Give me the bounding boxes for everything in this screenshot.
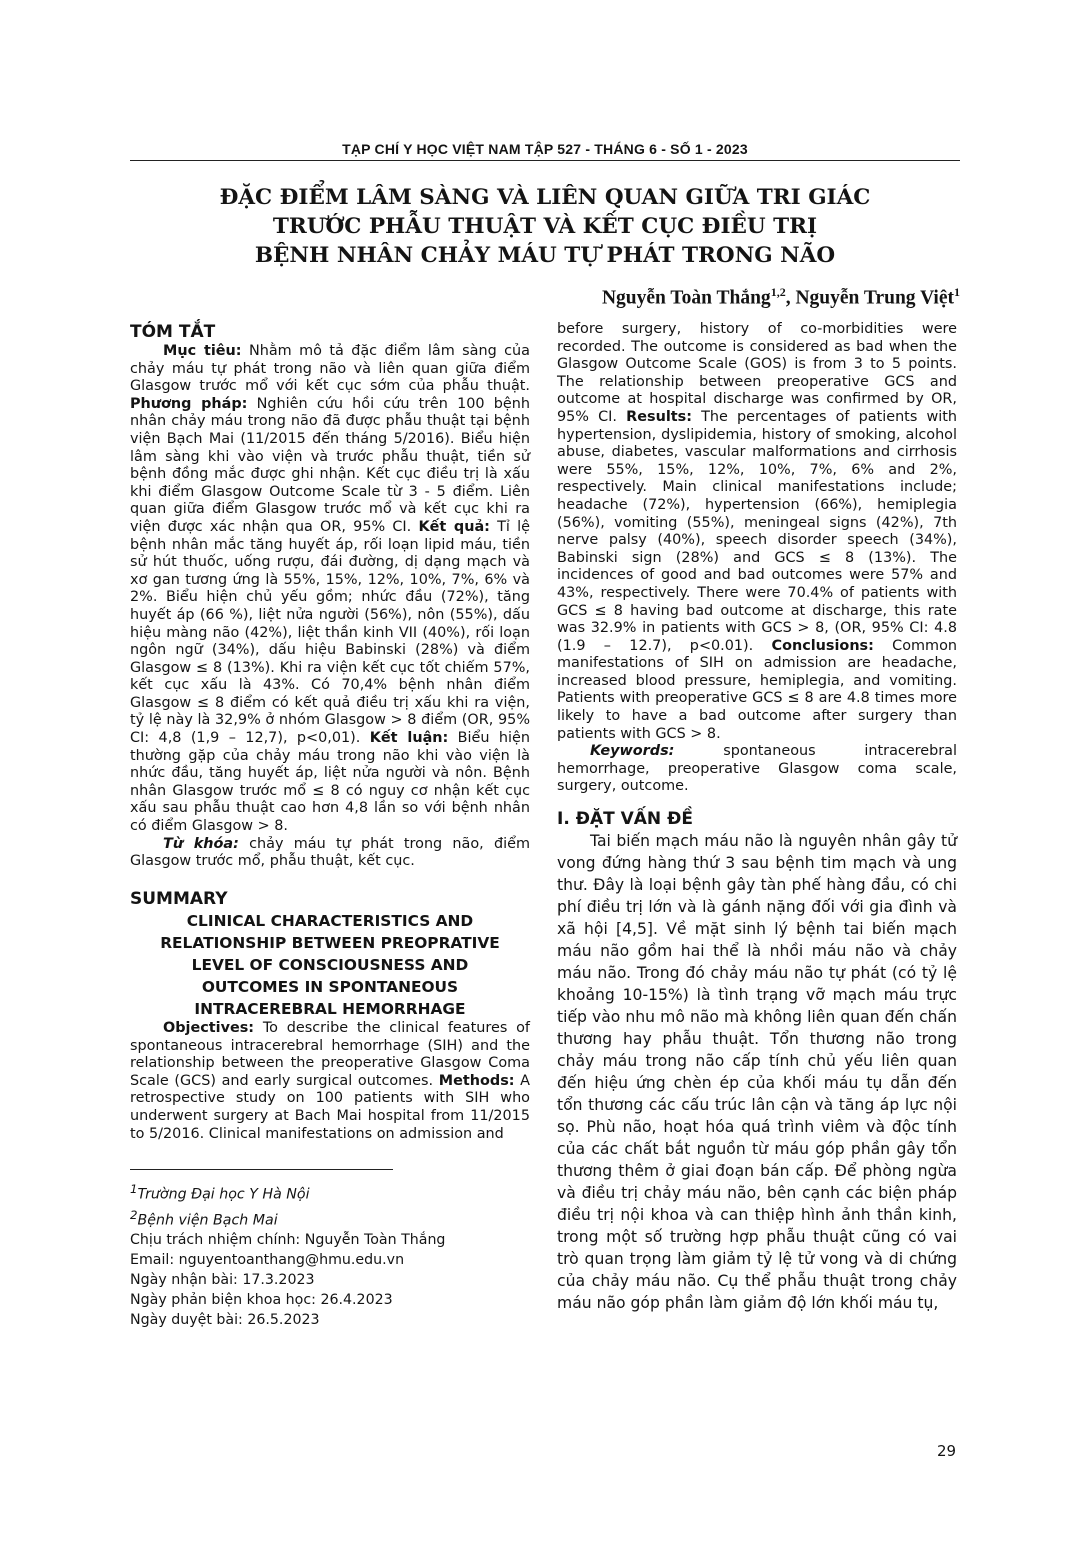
author-separator: , xyxy=(785,287,796,309)
summary-continued xyxy=(557,321,957,796)
corresponding-author: Chịu trách nhiệm chính: Nguyễn Toàn Thắng xyxy=(130,1232,446,1249)
author-list xyxy=(602,285,960,310)
abstract-text: Nghiên cứu hồi cứu trên 100 bệnh nhân chảy máu trong não đã được phẫu thuật tại bệnh viện Bạch Mai (11/2015 đến tháng 5/2016). Biểu hiện lâm sàng khi vào viện và trước phẫu thuật, tiền sử bệnh đồng mắc được ghi nhận. Kết cục điều trị là xấu khi điểm Glasgow Outcome Scale từ 3 - 5 điểm. Liên quan giữa điểm Glasgow trước mổ và kết cục khi ra viện được xác nhận qua OR, 95% CI. xyxy=(130,395,530,535)
section-heading-introduction: I. ĐẶT VẤN ĐỀ xyxy=(557,809,693,829)
affiliation-text: Bệnh viện Bạch Mai xyxy=(137,1212,278,1229)
label-muc-tieu: Mục tiêu: xyxy=(163,343,242,359)
label-methods: Methods: xyxy=(438,1072,515,1089)
title-line: BỆNH NHÂN CHẢY MÁU TỰ PHÁT TRONG NÃO xyxy=(254,243,836,268)
summary-text: To describe the clinical features of spontaneous intracerebral hemorrhage (SIH) and the relationship between the preoperative Glasgow Coma Scale (GCS) and early surgical outcomes. xyxy=(130,1020,530,1089)
author-name: Nguyễn Trung Việt xyxy=(795,287,954,309)
summary-paragraph xyxy=(557,321,957,743)
label-conclusions: Conclusions: xyxy=(771,637,874,654)
author-affiliation-marker: 1 xyxy=(954,285,960,299)
keywords-text: chảy máu tự phát trong não, điểm Glasgow trước mổ, phẫu thuật, kết cục. xyxy=(130,835,530,870)
abstract-paragraph xyxy=(130,343,530,836)
journal-header: TẠP CHÍ Y HỌC VIỆT NAM TẬP 527 - THÁNG 6 - SỐ 1 - 2023 xyxy=(342,141,748,157)
summary-title-line: INTRACEREBRAL HEMORRHAGE xyxy=(194,1000,466,1018)
label-objectives: Objectives: xyxy=(163,1020,255,1036)
label-ket-qua: Kết quả: xyxy=(418,518,490,535)
introduction-section xyxy=(557,808,957,1314)
abstract-text: Biểu hiện thường gặp của chảy máu trong não khi vào viện là nhức đầu, tăng huyết áp, liệt nửa người và nôn. Bệnh nhân Glasgow trước mổ ≤ 8 có nguy cơ nhận kết cục xấu sau phẫu thuật cao hơn 4,8 lần so với bệnh nhân có điểm Glasgow > 8. xyxy=(130,730,531,835)
summary-text: before surgery, history of co-morbidities were recorded. The outcome is considered as bad when the Glasgow Outcome Scale (GOS) is from 3 to 5 points. The relationship between preoperative GCS and outcome at hospital discharge was confirmed by OR, 95% CI. xyxy=(557,321,957,425)
title-line: TRƯỚC PHẪU THUẬT VÀ KẾT CỤC ĐIỀU TRỊ xyxy=(272,214,818,239)
abstract-vietnamese xyxy=(130,321,530,871)
affiliation-marker: 1 xyxy=(130,1182,138,1196)
summary-title xyxy=(130,910,530,1020)
email-line: Email: nguyentoanthang@hmu.edu.vn xyxy=(130,1252,405,1269)
received-date: Ngày nhận bài: 17.3.2023 xyxy=(130,1272,315,1289)
article-title xyxy=(130,183,960,270)
keywords-text: spontaneous intracerebral hemorrhage, preoperative Glasgow coma scale, surgery, outcome. xyxy=(557,743,957,795)
summary-title-line: CLINICAL CHARACTERISTICS AND xyxy=(186,912,474,930)
summary-title-line: RELATIONSHIP BETWEEN PREOPRATIVE xyxy=(160,934,500,952)
section-heading-tomtat: TÓM TẮT xyxy=(130,322,216,342)
title-line: ĐẶC ĐIỂM LÂM SÀNG VÀ LIÊN QUAN GIỮA TRI GIÁC xyxy=(219,185,871,210)
page-number: 29 xyxy=(937,1442,957,1460)
summary-title-line: LEVEL OF CONSCIOUSNESS AND xyxy=(191,956,469,974)
abstract-text: Tỉ lệ bệnh nhân mắc tăng huyết áp, rối loạn lipid máu, tiền sử hút thuốc, uống rượu, đái đường, dị dạng mạch và xơ gan tương ứng là 55%, 15%, 12%, 10%, 7%, 6% và 2%. Biểu hiện chủ yếu gồm; nhức đầu (72%), tăng huyết áp (66 %), liệt nửa người (56%), nôn (55%), dấu hiệu màng não (42%), liệt thần kinh VII (40%), rối loạn ngôn ngữ (34%), dấu hiệu Babinski (28%) và điểm Glasgow ≤ 8 (13%). Khi ra viện kết cục tốt chiếm 57%, kết cục xấu là 43%. Có 70,4% bệnh nhân điểm Glasgow ≤ 8 điểm có kết quả điều trị xấu khi ra viện, tỷ lệ này là 32,9% ở nhóm Glasgow > 8 điểm (OR, 95% CI: 4,8 (1,9 – 12,7), p<0,01). xyxy=(130,518,530,747)
footnote-rule xyxy=(130,1169,393,1170)
summary-text: The percentages of patients with hypertension, dyslipidemia, history of smoking, alcohol abuse, diabetes, vascular malformations and cirrhosis were 55%, 15%, 12%, 10%, 7%, 6% and 2%, respectively. Main clinical manifestations include; headache (72%), hypertension (66%), hemiplegia (56%), vomiting (55%), meningeal signs (42%), 7th nerve palsy (40%), speech disorder speech (34%), Babinski sign (28%) and GCS ≤ 8 (13%). The incidences of good and bad outcomes were 57% and 43%, respectively. There were 70.4% of patients with GCS ≤ 8 having bad outcome at discharge, this rate was 32.9% in patients with GCS > 8, (OR, 95% CI: 4.8 (1.9 – 12.7), p<0.01). xyxy=(557,408,958,654)
reviewed-date: Ngày phản biện khoa học: 26.4.2023 xyxy=(130,1292,393,1309)
label-phuong-phap: Phương pháp: xyxy=(130,395,248,412)
summary-text: A retrospective study on 100 patients with SIH who underwent surgery at Bach Mai hospital from 11/2015 to 5/2016. Clinical manifestations on admission and xyxy=(130,1072,531,1142)
keywords-english xyxy=(557,743,957,796)
section-heading-summary: SUMMARY xyxy=(130,889,228,909)
affiliation-1 xyxy=(130,1179,530,1205)
label-keywords: Keywords: xyxy=(590,743,675,760)
label-results: Results: xyxy=(626,408,692,425)
summary-text: Common manifestations of SIH on admission are headache, increased blood pressure, hemiplegia, and vomiting. Patients with preoperative GCS ≤ 8 are 4.8 times more likely to have a bad outcome after surgery than patients with GCS > 8. xyxy=(557,637,957,742)
author-affiliation-marker: 1,2 xyxy=(770,285,786,299)
affiliation-2 xyxy=(130,1205,530,1231)
affiliation-marker: 2 xyxy=(130,1207,138,1222)
label-ket-luan: Kết luận: xyxy=(369,730,449,747)
summary-english xyxy=(130,888,530,1143)
accepted-date: Ngày duyệt bài: 26.5.2023 xyxy=(130,1312,320,1329)
summary-title-line: OUTCOMES IN SPONTANEOUS xyxy=(201,978,459,996)
abstract-text: Nhằm mô tả đặc điểm lâm sàng của chảy máu tự phát trong não và liên quan giữa điểm Glasgow trước mổ với kết cục sớm của phẫu thuật. xyxy=(130,343,530,395)
footnotes xyxy=(130,1179,530,1330)
author-name: Nguyễn Toàn Thắng xyxy=(601,287,771,309)
summary-paragraph xyxy=(130,1020,530,1143)
affiliation-text: Trường Đại học Y Hà Nội xyxy=(137,1186,310,1203)
keywords-vietnamese xyxy=(130,836,530,871)
label-tu-khoa: Từ khóa: xyxy=(163,835,239,852)
header-rule xyxy=(130,160,960,161)
introduction-paragraph: Tai biến mạch máu não là nguyên nhân gây tử vong đứng hàng thứ 3 sau bệnh tim mạch và ung thư. Đây là loại bệnh gây tàn phế hàng đầu, có chi phí điều trị lớn và là gánh nặng đối với gia đình và xã hội [4,5]. Về mặt sinh lý bệnh tai biến mạch máu não gồm hai thể là nhồi máu não và chảy máu não. Trong đó chảy máu não tự phát (có tỷ lệ khoảng 10-15%) là tình trạng vỡ mạch máu trực tiếp vào nhu mô não mà không liên quan đến chấn thương hay phẫu thuật. Tổn thương não trong chảy máu trong não cấp tính chủ yếu liên quan đến hiệu ứng chèn ép của khối máu tụ dẫn đến tổn thương các cấu trúc lân cận và tăng áp lực nội sọ. Phù não, hoạt hóa quá trình viêm và độc tính của các chất bắt nguồn từ máu góp phần gây tổn thương thêm ở giai đoạn bán cấp. Để phòng ngừa và điều trị chảy máu não, bên cạnh các biện pháp điều trị nội khoa và can thiệp hình ảnh thần kinh, trong một số trường hợp phẫu thuật cũng có vai trò quan trọng làm giảm tỷ lệ tử vong và di chứng của chảy máu não. Cụ thể phẫu thuật trong chảy máu não góp phần làm giảm độ lớn khối máu tụ, xyxy=(557,832,957,1312)
